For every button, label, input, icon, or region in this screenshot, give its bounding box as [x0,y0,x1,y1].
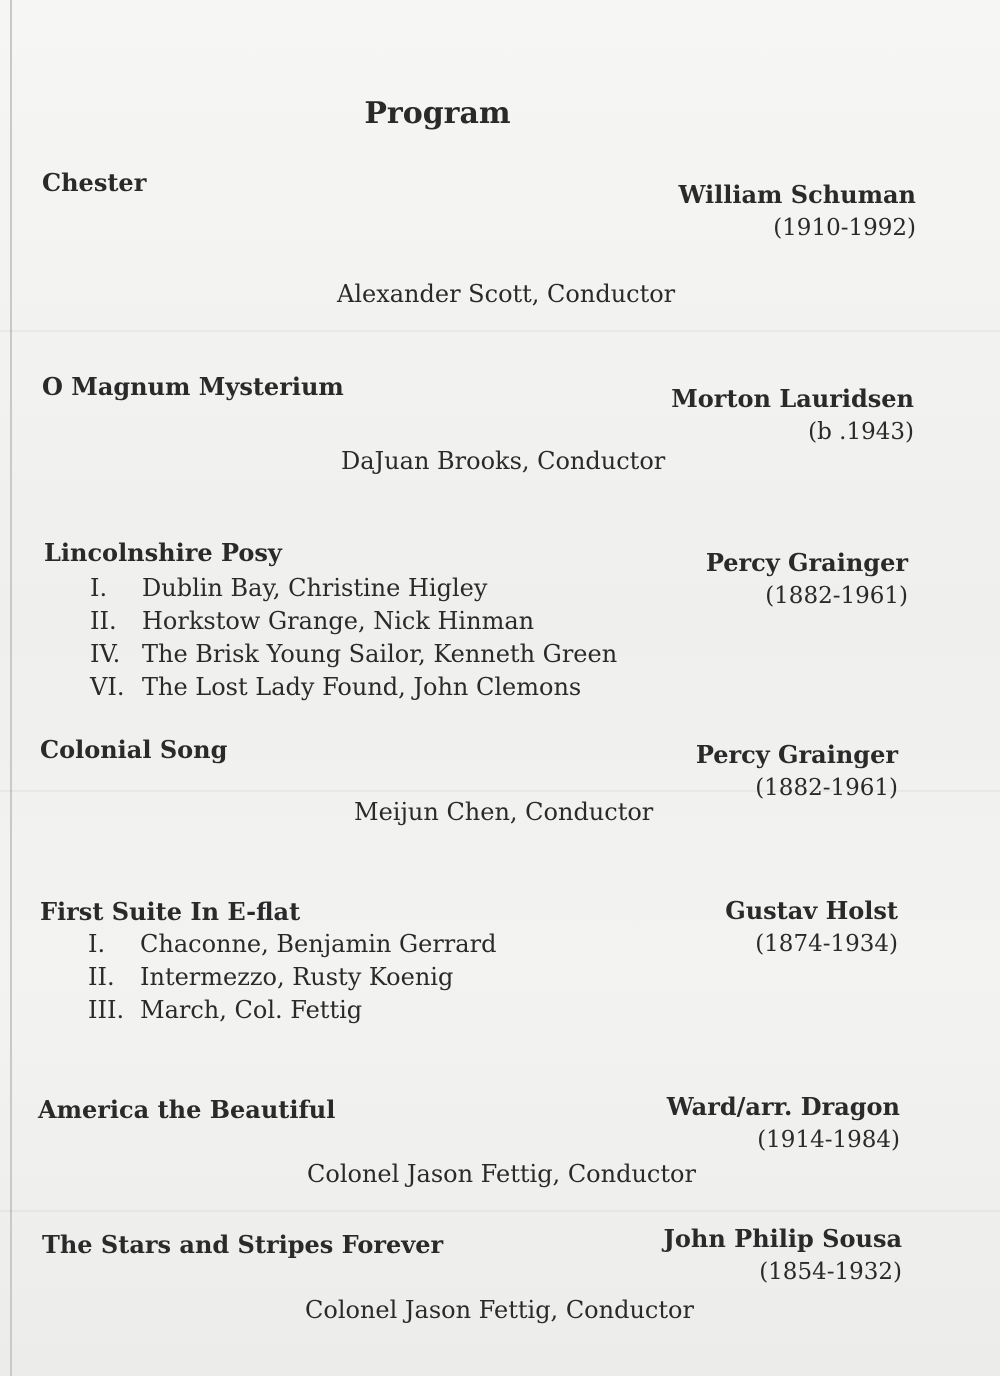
movement-number: VI. [90,673,125,701]
composer-block [725,896,898,957]
composer-block [664,1224,902,1285]
movement-item [88,994,496,1027]
movement-number: I. [88,930,106,958]
movement-item [90,572,617,605]
piece-title: O Magnum Mysterium [42,372,344,401]
piece-title: Chester [42,168,147,197]
composer-dates: (1882-1961) [755,775,898,801]
paper-crease [0,1210,1000,1212]
composer-name: Gustav Holst [725,896,898,925]
movement-number: II. [90,607,117,635]
piece-title: Colonial Song [40,735,228,764]
movement-number: I. [90,574,108,602]
composer-name: Ward/arr. Dragon [666,1092,900,1121]
composer-dates: (1874-1934) [755,931,898,957]
movement-item [90,605,617,638]
composer-name: John Philip Sousa [663,1224,902,1253]
movement-number: II. [88,963,115,991]
piece-title: The Stars and Stripes Forever [42,1230,444,1259]
movement-item [88,961,496,994]
composer-name: Morton Lauridsen [671,384,914,413]
composer-dates: (1914-1984) [757,1127,900,1153]
movement-list [90,572,617,704]
paper-crease [0,330,1000,332]
conductor-credit: DaJuan Brooks, Conductor [341,447,666,475]
composer-name: Percy Grainger [705,548,908,577]
conductor-credit: Alexander Scott, Conductor [337,280,676,308]
movement-item [90,638,617,671]
composer-block [706,548,908,609]
movement-text: March, Col. Fettig [140,996,363,1024]
conductor-credit: Meijun Chen, Conductor [354,798,654,826]
movement-number: IV. [90,640,121,668]
movement-text: Intermezzo, Rusty Koenig [140,963,454,991]
composer-block [667,1092,900,1153]
composer-dates: (1882-1961) [765,583,908,609]
movement-list [88,928,496,1027]
composer-name: William Schuman [678,180,916,209]
conductor-credit: Colonel Jason Fettig, Conductor [307,1160,696,1188]
program-title: Program [364,96,511,131]
composer-block [671,384,914,445]
movement-text: Horkstow Grange, Nick Hinman [142,607,535,635]
composer-dates: (b .1943) [808,419,914,445]
piece-title: America the Beautiful [38,1095,336,1124]
movement-text: Dublin Bay, Christine Higley [142,574,488,602]
movement-text: Chaconne, Benjamin Gerrard [140,930,497,958]
movement-item [88,928,496,961]
movement-text: The Brisk Young Sailor, Kenneth Green [142,640,618,668]
page-edge-line [10,0,12,1376]
movement-number: III. [88,996,125,1024]
movement-item [90,671,617,704]
composer-name: Percy Grainger [695,740,898,769]
composer-dates: (1910-1992) [773,215,916,241]
composer-dates: (1854-1932) [759,1259,902,1285]
piece-title: Lincolnshire Posy [44,538,282,567]
composer-block [696,740,898,801]
piece-title: First Suite In E-flat [40,897,301,926]
movement-text: The Lost Lady Found, John Clemons [142,673,582,701]
composer-block [678,180,916,241]
conductor-credit: Colonel Jason Fettig, Conductor [305,1296,694,1324]
